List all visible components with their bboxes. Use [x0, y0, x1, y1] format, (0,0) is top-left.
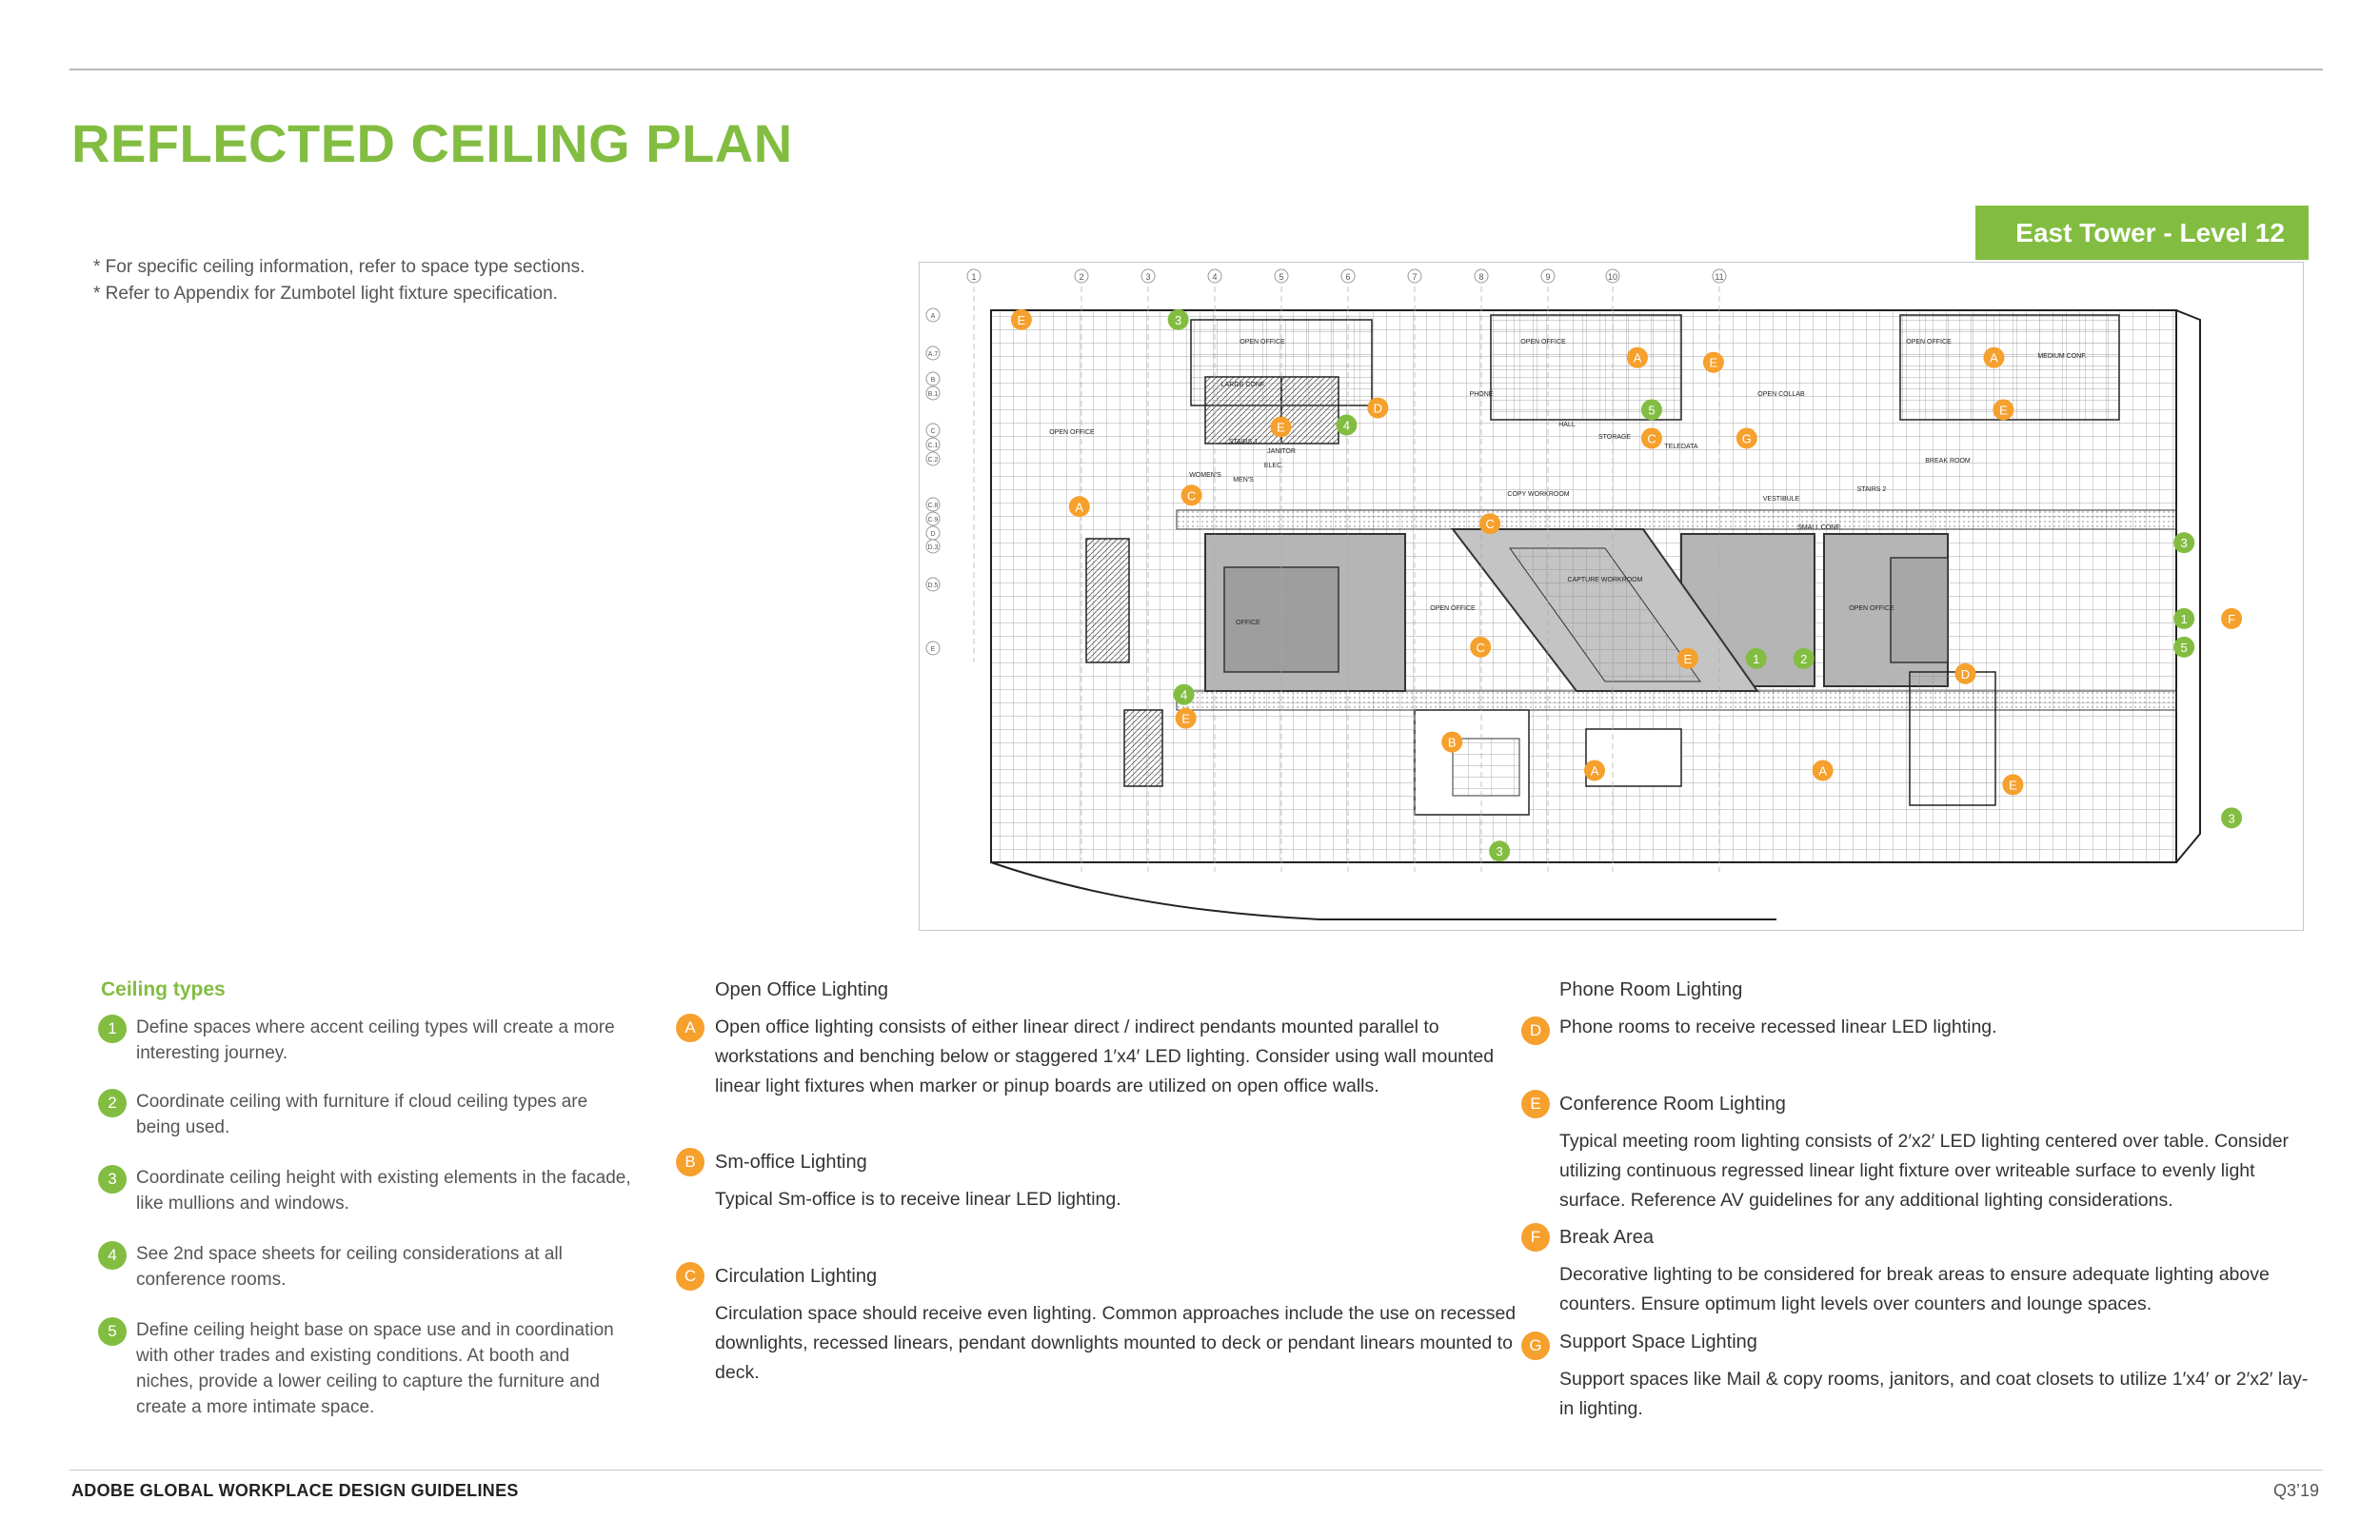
- plan-marker-label: 4: [1342, 418, 1350, 433]
- plan-marker: [1181, 484, 1202, 505]
- room-label: PHONE: [1469, 391, 1494, 398]
- plan-marker: [1270, 417, 1291, 438]
- plan-marker: [1174, 684, 1195, 705]
- plan-marker: [1641, 400, 1662, 421]
- grid-column-label: 8: [1478, 272, 1484, 282]
- room-label: SMALL CONF.: [1797, 524, 1841, 531]
- plan-marker-label: G: [1741, 431, 1752, 446]
- plan-marker-label: B: [1447, 735, 1457, 750]
- grid-row-label: B: [930, 377, 936, 384]
- room-label: OPEN OFFICE: [1520, 339, 1566, 346]
- plan-marker-label: A: [1818, 763, 1828, 779]
- room-label: STAIRS 2: [1856, 486, 1887, 493]
- letter-badge: B: [676, 1148, 704, 1176]
- grid-row-label: A.7: [927, 351, 939, 358]
- grid-column-label: 1: [971, 272, 977, 282]
- grid-column-bubble: [1475, 269, 1488, 283]
- plan-marker: [1813, 760, 1834, 780]
- grid-row-label: C: [930, 428, 936, 435]
- plan-marker-label: E: [1277, 420, 1285, 435]
- plan-marker: [1794, 648, 1815, 669]
- plan-marker-label: 3: [1175, 312, 1182, 327]
- number-badge: 2: [98, 1089, 127, 1117]
- grid-column-bubble: [1541, 269, 1555, 283]
- break-area-heading: Break Area: [1559, 1227, 1654, 1248]
- open-office-heading: Open Office Lighting: [715, 979, 888, 1000]
- plan-marker-label: E: [1683, 651, 1693, 666]
- plan-marker: [1627, 347, 1648, 368]
- plan-marker: [1168, 309, 1189, 330]
- circulation-heading: Circulation Lighting: [715, 1266, 878, 1287]
- ceiling-type-text: Define ceiling height base on space use and in coordination with other trades and existing conditions. At booth and niches, provide a lower ceiling to capture the furniture and create a more intimate space.: [136, 1320, 614, 1417]
- phone-room-heading: Phone Room Lighting: [1559, 979, 1743, 1000]
- room-label: HALL: [1558, 422, 1576, 428]
- phone-room-text: Phone rooms to receive recessed linear LED lighting.: [1559, 1017, 1997, 1037]
- room-label: TELEDATA: [1664, 444, 1698, 450]
- grid-column-bubble: [1275, 269, 1288, 283]
- grid-column-label: 9: [1545, 272, 1551, 282]
- ceiling-type-text: Coordinate ceiling height with existing elements in the facade, like mullions and windows.: [136, 1168, 631, 1214]
- plan-marker-label: A: [1590, 763, 1599, 779]
- open-office-text: Open office lighting consists of either linear direct / indirect pendants mounted parallel to workstations and benching below or staggered 1′x4′ LED lighting. Consider using wall mounted linear light fixtures when marker or pinup boards are utilized on open office walls.: [715, 1017, 1495, 1096]
- number-badge: 4: [98, 1241, 127, 1270]
- plan-marker-label: D: [1960, 666, 1971, 681]
- letter-badge: D: [1521, 1017, 1550, 1045]
- footer-title: ADOBE GLOBAL WORKPLACE DESIGN GUIDELINES: [71, 1481, 519, 1500]
- plan-marker-label: C: [1476, 640, 1485, 655]
- grid-column-label: 4: [1212, 272, 1218, 282]
- grid-column-label: 11: [1715, 272, 1724, 282]
- ceiling-type-text: Define spaces where accent ceiling types will create a more interesting journey.: [136, 1017, 615, 1063]
- plan-linework: [974, 286, 2200, 919]
- plan-marker: [1176, 708, 1197, 729]
- conference-heading: Conference Room Lighting: [1559, 1094, 1786, 1115]
- grid-column-bubble: [967, 269, 981, 283]
- grid-column-bubble: [1713, 269, 1726, 283]
- grid-column-label: 5: [1279, 272, 1284, 282]
- ceiling-types-heading: Ceiling types: [101, 978, 226, 1000]
- room-label: JANITOR: [1267, 448, 1296, 455]
- grid-column-bubble: [1408, 269, 1421, 283]
- plan-marker-label: A: [1075, 500, 1084, 515]
- plan-marker: [1069, 496, 1090, 517]
- grid-row-bubble: [926, 526, 940, 540]
- room-label: OPEN OFFICE: [1049, 429, 1095, 436]
- sm-office-heading: Sm-office Lighting: [715, 1152, 867, 1173]
- location-tag: East Tower - Level 12: [1975, 206, 2309, 260]
- plan-marker: [1011, 309, 1032, 330]
- grid-row-label: B.1: [927, 391, 939, 398]
- plan-marker: [2221, 608, 2242, 629]
- plan-marker: [1336, 415, 1357, 436]
- plan-marker: [1584, 760, 1605, 780]
- grid-row-bubble: [926, 372, 940, 385]
- conference-text: Typical meeting room lighting consists of 2′x2′ LED lighting centered over table. Consider utilizing continuous regressed linear light fixture over writeable surface to evenly light surface. Reference AV guidelines for any additional lighting considerations.: [1559, 1131, 2290, 1211]
- plan-marker: [1677, 648, 1698, 669]
- ceiling-type-text: See 2nd space sheets for ceiling considerations at all conference rooms.: [136, 1244, 563, 1290]
- grid-row-bubble: [926, 512, 940, 525]
- plan-marker: [1983, 347, 2004, 368]
- grid-row-bubble: [926, 540, 940, 553]
- grid-column-bubble: [1606, 269, 1619, 283]
- ceiling-plan-drawing: [919, 262, 2304, 931]
- grid-row-label: D.3: [927, 544, 939, 551]
- plan-marker-label: 5: [1648, 403, 1656, 418]
- room-label: ELEC.: [1263, 463, 1284, 469]
- grid-row-label: D.5: [927, 582, 939, 589]
- plan-marker-label: 3: [2180, 536, 2188, 551]
- grid-row-bubble: [926, 424, 940, 437]
- plan-marker-label: E: [1709, 355, 1718, 370]
- room-label: OPEN OFFICE: [1906, 339, 1952, 346]
- footer-date: Q3’19: [2272, 1481, 2319, 1500]
- note-2: * Refer to Appendix for Zumbotel light fixture specification.: [93, 284, 558, 304]
- plan-marker-label: C: [1186, 488, 1197, 503]
- grid-row-bubble: [926, 386, 940, 400]
- plan-marker-label: C: [1485, 517, 1495, 532]
- support-heading: Support Space Lighting: [1559, 1332, 1757, 1352]
- grid-column-bubble: [1141, 269, 1155, 283]
- grid-row-bubble: [926, 642, 940, 655]
- room-label: COPY WORKROOM: [1507, 491, 1570, 498]
- floor-plan: [920, 263, 2303, 930]
- plan-marker: [1746, 648, 1767, 669]
- grid-row-bubble: [926, 346, 940, 360]
- plan-marker: [2173, 637, 2194, 658]
- plan-marker: [1479, 513, 1500, 534]
- room-label: OPEN OFFICE: [1849, 605, 1894, 612]
- number-badge: 3: [98, 1165, 127, 1194]
- plan-marker-label: 5: [2180, 640, 2188, 655]
- room-label: STORAGE: [1597, 434, 1632, 441]
- plan-marker: [1470, 637, 1491, 658]
- plan-marker-label: E: [2009, 778, 2017, 793]
- plan-marker-label: D: [1373, 401, 1383, 416]
- support-text: Support spaces like Mail & copy rooms, janitors, and coat closets to utilize 1′x4′ or 2′x2′ lay-in lighting.: [1559, 1369, 2309, 1419]
- plan-marker: [1641, 427, 1662, 448]
- break-area-text: Decorative lighting to be considered for break areas to ensure adequate lighting above counters. Ensure optimum light levels over counters and lounge spaces.: [1559, 1264, 2270, 1314]
- grid-row-label: E: [930, 646, 936, 653]
- plan-marker: [1489, 840, 1510, 861]
- grid-column-bubble: [1341, 269, 1355, 283]
- grid-column-label: 2: [1079, 272, 1084, 282]
- grid-column-bubble: [1208, 269, 1221, 283]
- plan-marker-label: 4: [1180, 687, 1188, 702]
- grid-row-label: C.1: [927, 443, 939, 449]
- plan-marker-label: E: [1181, 711, 1190, 726]
- plan-marker: [1736, 427, 1757, 448]
- room-label: LARGE CONF.: [1220, 382, 1266, 388]
- grid-column-label: 6: [1345, 272, 1351, 282]
- room-label: OFFICE: [1236, 620, 1260, 626]
- sm-office-text: Typical Sm-office is to receive linear LED lighting.: [715, 1189, 1121, 1210]
- room-label: OPEN COLLAB: [1757, 391, 1805, 398]
- room-label: VESTIBULE: [1762, 496, 1800, 503]
- room-label: OPEN OFFICE: [1240, 339, 1285, 346]
- plan-marker-label: E: [1999, 403, 2008, 418]
- grid-row-bubble: [926, 308, 940, 322]
- letter-badge: G: [1521, 1332, 1550, 1360]
- plan-marker-label: 3: [2228, 811, 2235, 826]
- letter-badge: F: [1521, 1223, 1550, 1252]
- number-badge: 5: [98, 1317, 127, 1346]
- room-label: MEDIUM CONF.: [2037, 353, 2087, 360]
- letter-badge: A: [676, 1014, 704, 1042]
- grid-row-bubble: [926, 498, 940, 511]
- plan-marker-label: A: [1633, 350, 1642, 365]
- room-label: MEN'S: [1233, 477, 1254, 484]
- grid-row-label: C.9: [927, 517, 939, 523]
- grid-row-bubble: [926, 578, 940, 591]
- grid-column-label: 3: [1145, 272, 1151, 282]
- plan-marker: [1954, 663, 1975, 684]
- grid-row-label: A: [930, 313, 936, 320]
- page-title: REFLECTED CEILING PLAN: [71, 113, 793, 173]
- grid-row-bubble: [926, 452, 940, 465]
- plan-marker: [1703, 352, 1724, 373]
- plan-marker-label: 3: [1496, 844, 1503, 859]
- plan-marker: [2002, 774, 2023, 795]
- grid-row-label: D: [930, 531, 936, 538]
- grid-column-bubble: [1075, 269, 1088, 283]
- note-1: * For specific ceiling information, refer to space type sections.: [93, 257, 585, 277]
- plan-marker: [2173, 532, 2194, 553]
- top-rule: [69, 69, 2323, 70]
- plan-marker-label: F: [2228, 611, 2236, 626]
- plan-marker-label: A: [1990, 350, 1998, 365]
- plan-marker-label: 1: [2180, 611, 2188, 626]
- grid-column-label: 10: [1607, 272, 1618, 282]
- page-notes: [93, 254, 585, 307]
- plan-marker-label: 2: [1800, 651, 1808, 666]
- footer-rule: [69, 1470, 2323, 1471]
- grid-row-label: C.8: [927, 503, 939, 509]
- plan-marker: [1441, 732, 1462, 753]
- room-label: CAPTURE WORKROOM: [1567, 577, 1643, 583]
- room-label: OPEN OFFICE: [1430, 605, 1476, 612]
- grid-row-bubble: [926, 438, 940, 451]
- plan-marker: [2173, 608, 2194, 629]
- letter-badge: C: [676, 1262, 704, 1291]
- grid-row-label: C.2: [927, 457, 939, 464]
- plan-marker: [2221, 807, 2242, 828]
- plan-marker-label: 1: [1753, 651, 1760, 666]
- circulation-text: Circulation space should receive even lighting. Common approaches include the use on recessed downlights, recessed linears, pendant downlights mounted to deck or pendant linears mounted to deck.: [715, 1303, 1517, 1383]
- plan-marker-label: E: [1017, 312, 1026, 327]
- letter-badge: E: [1521, 1090, 1550, 1118]
- plan-marker: [1993, 400, 2013, 421]
- number-badge: 1: [98, 1015, 127, 1043]
- grid-column-label: 7: [1412, 272, 1418, 282]
- room-label: BREAK ROOM: [1925, 458, 1971, 464]
- room-label: STAIRS 1: [1228, 439, 1259, 445]
- plan-marker: [1367, 398, 1388, 419]
- room-label: WOMEN'S: [1189, 472, 1221, 479]
- plan-marker-label: C: [1647, 431, 1656, 446]
- ceiling-type-text: Coordinate ceiling with furniture if cloud ceiling types are being used.: [136, 1092, 588, 1137]
